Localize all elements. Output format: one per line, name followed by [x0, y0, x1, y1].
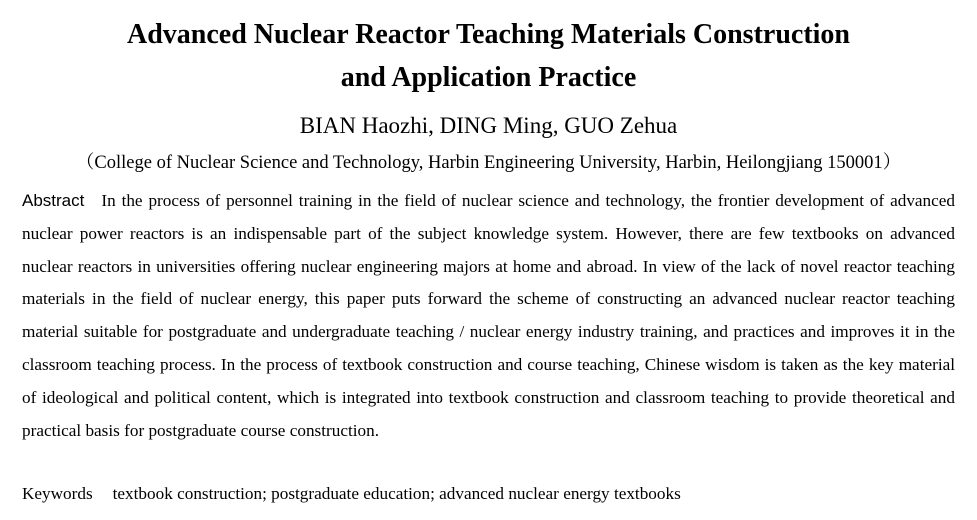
- paper-title-line-1: Advanced Nuclear Reactor Teaching Materials Construction: [126, 19, 851, 50]
- keywords-paragraph: [22, 479, 955, 509]
- keywords-text: textbook construction; postgraduate education; advanced nuclear energy textbooks: [112, 484, 681, 503]
- abstract-text: In the process of personnel training in the field of nuclear science and technology, the frontier development of advanced nuclear power reactors is an indispensable part of the subject knowledge system. However, there are few textbooks on advanced nuclear reactors in universities offering nuclear engineering majors at home and abroad. In view of the lack of novel reactor teaching materials in the field of nuclear energy, this paper puts forward the scheme of constructing an advanced nuclear reactor teaching material suitable for postgraduate and undergraduate teaching / nuclear energy industry training, and practices and improves it in the classroom teaching process. In the process of textbook construction and course teaching, Chinese wisdom is taken as the key material of ideological and political content, which is integrated into textbook construction and classroom teaching to provide theoretical and practical basis for postgraduate course construction.: [22, 191, 955, 440]
- abstract-paragraph: [22, 185, 955, 447]
- keywords-label: Keywords: [22, 484, 93, 503]
- paper-title-line-2: and Application Practice: [340, 62, 637, 93]
- author-list: BIAN Haozhi, DING Ming, GUO Zehua: [299, 113, 678, 138]
- abstract-label: Abstract: [22, 191, 85, 210]
- affiliation: （College of Nuclear Science and Technology, Harbin Engineering University, Harbin, Heilongjiang 150001）: [75, 153, 902, 173]
